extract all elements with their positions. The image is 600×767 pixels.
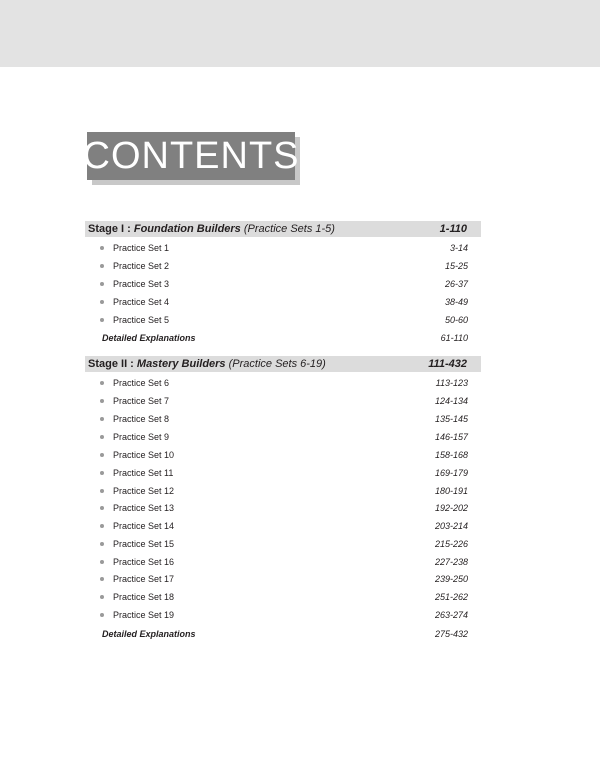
stage-header-label xyxy=(88,221,335,237)
entry-pages: 227-238 xyxy=(434,557,468,567)
toc-entry[interactable] xyxy=(99,608,468,622)
entry-label: Practice Set 14 xyxy=(113,521,175,531)
stage-name: Stage II : xyxy=(88,358,134,370)
toc-explanations-entry[interactable] xyxy=(99,331,468,345)
stage-header xyxy=(85,221,481,237)
toc-explanations-entry[interactable] xyxy=(99,627,468,641)
entry-label: Practice Set 2 xyxy=(113,261,170,271)
stage-name: Stage I : xyxy=(88,223,131,235)
page-title: CONTENTS xyxy=(82,135,300,177)
toc-entry[interactable] xyxy=(99,484,468,498)
stage-note: (Practice Sets 1-5) xyxy=(243,223,335,235)
stage-header xyxy=(85,356,481,372)
entry-label: Practice Set 5 xyxy=(113,315,170,325)
top-band xyxy=(0,0,600,67)
entry-label: Detailed Explanations xyxy=(102,333,196,343)
entry-label: Practice Set 8 xyxy=(113,414,170,424)
toc-entry[interactable] xyxy=(99,295,468,309)
entry-label: Practice Set 16 xyxy=(113,557,175,567)
toc-entry[interactable] xyxy=(99,448,468,462)
bullet-icon xyxy=(100,399,104,403)
entry-label: Practice Set 11 xyxy=(113,468,174,478)
bullet-icon xyxy=(100,542,104,546)
entry-pages: 124-134 xyxy=(434,396,468,406)
entry-pages: 61-110 xyxy=(440,333,468,343)
entry-label: Practice Set 12 xyxy=(113,486,175,496)
toc-entry[interactable] xyxy=(99,259,468,273)
entry-pages: 50-60 xyxy=(444,315,468,325)
entry-pages: 203-214 xyxy=(434,521,468,531)
bullet-icon xyxy=(100,471,104,475)
entry-pages: 158-168 xyxy=(434,450,468,460)
entry-pages: 26-37 xyxy=(444,279,468,289)
entry-pages: 135-145 xyxy=(434,414,468,424)
bullet-icon xyxy=(100,613,104,617)
toc-entry[interactable] xyxy=(99,501,468,515)
bullet-icon xyxy=(100,577,104,581)
entry-pages: 169-179 xyxy=(434,468,468,478)
entry-pages: 38-49 xyxy=(444,297,468,307)
bullet-icon xyxy=(100,246,104,250)
stage-subtitle: Foundation Builders xyxy=(133,223,241,235)
bullet-icon xyxy=(100,453,104,457)
toc-entry[interactable] xyxy=(99,590,468,604)
bullet-icon xyxy=(100,489,104,493)
toc-entry[interactable] xyxy=(99,537,468,551)
toc-entry[interactable] xyxy=(99,466,468,480)
entry-label: Detailed Explanations xyxy=(102,629,196,639)
entry-pages: 146-157 xyxy=(434,432,468,442)
stage-page-range: 1-110 xyxy=(439,223,467,235)
entry-label: Practice Set 17 xyxy=(113,574,175,584)
entry-pages: 15-25 xyxy=(444,261,468,271)
stage-subtitle: Mastery Builders xyxy=(136,358,226,370)
entry-label: Practice Set 10 xyxy=(113,450,175,460)
toc-entry[interactable] xyxy=(99,572,468,586)
toc-entry[interactable] xyxy=(99,394,468,408)
bullet-icon xyxy=(100,417,104,421)
entry-label: Practice Set 6 xyxy=(113,378,170,388)
entry-pages: 275-432 xyxy=(434,629,468,639)
toc-entry[interactable] xyxy=(99,430,468,444)
contents-title-block xyxy=(82,132,301,185)
bullet-icon xyxy=(100,595,104,599)
bullet-icon xyxy=(100,524,104,528)
entry-label: Practice Set 3 xyxy=(113,279,170,289)
toc-entry[interactable] xyxy=(99,313,468,327)
bullet-icon xyxy=(100,282,104,286)
entry-label: Practice Set 7 xyxy=(113,396,170,406)
bullet-icon xyxy=(100,560,104,564)
bullet-icon xyxy=(100,300,104,304)
bullet-icon xyxy=(100,381,104,385)
entry-label: Practice Set 15 xyxy=(113,539,175,549)
entry-label: Practice Set 13 xyxy=(113,503,175,513)
entry-pages: 263-274 xyxy=(434,610,468,620)
entry-label: Practice Set 18 xyxy=(113,592,175,602)
toc-entry[interactable] xyxy=(99,555,468,569)
stage-page-range: 111-432 xyxy=(428,358,467,370)
title-box xyxy=(82,132,300,180)
entry-pages: 251-262 xyxy=(434,592,468,602)
toc-entry[interactable] xyxy=(99,241,468,255)
bullet-icon xyxy=(100,318,104,322)
entry-label: Practice Set 4 xyxy=(113,297,170,307)
entry-label: Practice Set 19 xyxy=(113,610,175,620)
stage-header-label xyxy=(88,356,326,372)
entry-pages: 239-250 xyxy=(434,574,468,584)
toc-entry[interactable] xyxy=(99,519,468,533)
toc-entry[interactable] xyxy=(99,277,468,291)
entry-label: Practice Set 1 xyxy=(113,243,170,253)
stage-note: (Practice Sets 6-19) xyxy=(228,358,326,370)
entry-pages: 113-123 xyxy=(435,378,468,388)
entry-pages: 180-191 xyxy=(434,486,468,496)
toc-entry[interactable] xyxy=(99,376,468,390)
bullet-icon xyxy=(100,435,104,439)
entry-pages: 215-226 xyxy=(434,539,468,549)
toc-entry[interactable] xyxy=(99,412,468,426)
entry-pages: 192-202 xyxy=(434,503,468,513)
entry-pages: 3-14 xyxy=(449,243,468,253)
entry-label: Practice Set 9 xyxy=(113,432,170,442)
bullet-icon xyxy=(100,506,104,510)
bullet-icon xyxy=(100,264,104,268)
